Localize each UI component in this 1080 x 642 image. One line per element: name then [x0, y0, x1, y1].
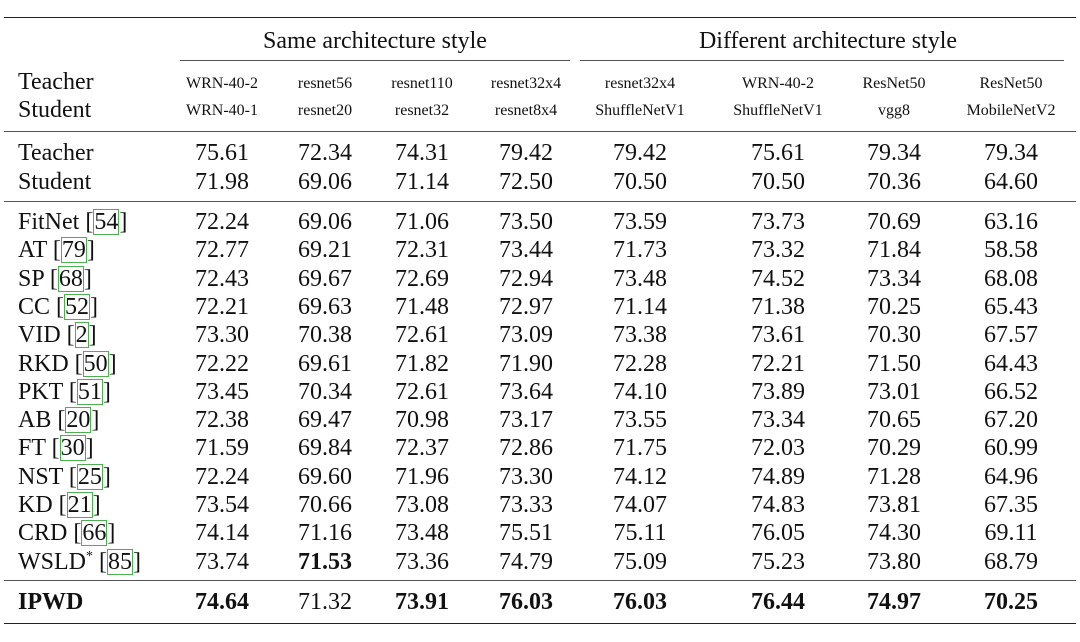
method-cell: 72.28 — [613, 351, 667, 377]
method-cell: 70.29 — [867, 435, 921, 461]
method-cell: 70.30 — [867, 322, 921, 348]
method-row-label: CC [52] — [18, 294, 99, 320]
different-architecture-header: Different architecture style — [698, 28, 958, 54]
method-name: PKT — [18, 379, 63, 405]
method-cell: 73.09 — [499, 322, 553, 348]
method-cell: 72.43 — [195, 266, 249, 292]
method-row-label: NST [25] — [18, 464, 111, 490]
method-cell: 73.01 — [867, 379, 921, 405]
ipwd-cell: 76.03 — [499, 589, 553, 615]
baseline-rule — [4, 201, 1076, 202]
method-cell: 74.83 — [751, 492, 805, 518]
citation-link[interactable]: 54 — [94, 209, 119, 235]
method-cell: 69.63 — [298, 294, 352, 320]
method-cell: 73.55 — [613, 407, 667, 433]
method-cell: 74.79 — [499, 549, 553, 575]
student-arch-name: ShuffleNetV1 — [733, 102, 823, 119]
citation-link[interactable]: 30 — [60, 435, 85, 461]
student-header-label: Student — [18, 97, 92, 123]
student-arch-name: vgg8 — [878, 102, 910, 119]
method-cell: 70.25 — [867, 294, 921, 320]
method-cell: 72.22 — [195, 351, 249, 377]
method-cell: 71.96 — [395, 464, 449, 490]
method-cell: 73.74 — [195, 549, 249, 575]
method-cell: 71.06 — [395, 209, 449, 235]
method-cell: 70.66 — [298, 492, 352, 518]
method-row-label: SP [68] — [18, 266, 92, 292]
ipwd-cell: 74.97 — [867, 589, 921, 615]
method-cell: 73.32 — [751, 237, 805, 263]
baseline-cell: 71.14 — [395, 169, 449, 195]
method-cell: 71.48 — [395, 294, 449, 320]
method-cell: 71.28 — [867, 464, 921, 490]
ipwd-cell: 73.91 — [395, 589, 449, 615]
citation-link[interactable]: 21 — [67, 492, 92, 518]
baseline-cell: 69.06 — [298, 169, 352, 195]
method-cell: 66.52 — [984, 379, 1038, 405]
method-cell: 74.89 — [751, 464, 805, 490]
teacher-arch-name: resnet110 — [391, 75, 453, 92]
method-cell: 73.81 — [867, 492, 921, 518]
method-cell: 71.90 — [499, 351, 553, 377]
method-row-label: AB [20] — [18, 407, 100, 433]
baseline-cell: 70.50 — [613, 169, 667, 195]
method-cell: 75.11 — [613, 520, 667, 546]
method-cell: 73.64 — [499, 379, 553, 405]
method-cell: 73.48 — [395, 520, 449, 546]
method-cell: 73.61 — [751, 322, 805, 348]
ipwd-cell: 76.44 — [751, 589, 805, 615]
teacher-arch-name: resnet56 — [297, 75, 353, 92]
method-row-label: CRD [66] — [18, 520, 116, 546]
method-cell: 72.31 — [395, 237, 449, 263]
method-cell: 69.06 — [298, 209, 352, 235]
method-cell: 72.86 — [499, 435, 553, 461]
method-cell: 74.52 — [751, 266, 805, 292]
method-cell: 73.44 — [499, 237, 553, 263]
method-cell: 64.96 — [984, 464, 1038, 490]
baseline-cell: 70.50 — [751, 169, 805, 195]
method-cell: 73.30 — [195, 322, 249, 348]
method-cell: 73.50 — [499, 209, 553, 235]
method-row-label: KD [21] — [18, 492, 101, 518]
method-name: FT — [18, 435, 46, 461]
teacher-arch-name: ResNet50 — [979, 75, 1043, 92]
baseline-row-label: Student — [18, 169, 92, 195]
method-row-label: RKD [50] — [18, 351, 117, 377]
method-row-label: AT [79] — [18, 237, 95, 263]
baseline-cell: 72.34 — [298, 140, 352, 166]
method-name: CRD — [18, 520, 68, 546]
method-cell: 71.75 — [613, 435, 667, 461]
citation-link[interactable]: 51 — [77, 379, 102, 405]
method-cell: 73.59 — [613, 209, 667, 235]
teacher-arch-name: WRN-40-2 — [186, 75, 258, 92]
methods-rule — [4, 580, 1076, 581]
baseline-cell: 71.98 — [195, 169, 249, 195]
method-cell: 72.24 — [195, 209, 249, 235]
method-name: WSLD — [18, 549, 86, 575]
method-cell: 71.59 — [195, 435, 249, 461]
student-arch-name: ShuffleNetV1 — [595, 102, 685, 119]
method-cell: 67.20 — [984, 407, 1038, 433]
same-architecture-header: Same architecture style — [263, 28, 487, 54]
citation-link[interactable]: 2 — [75, 322, 88, 348]
method-name: NST — [18, 464, 63, 490]
baseline-cell: 64.60 — [984, 169, 1038, 195]
method-cell: 63.16 — [984, 209, 1038, 235]
method-row-label: VID [2] — [18, 322, 97, 348]
method-cell: 72.21 — [195, 294, 249, 320]
method-cell: 73.34 — [751, 407, 805, 433]
method-cell: 74.14 — [195, 520, 249, 546]
method-cell: 71.16 — [298, 520, 352, 546]
method-cell: 65.43 — [984, 294, 1038, 320]
method-cell: 69.47 — [298, 407, 352, 433]
method-name: VID — [18, 322, 61, 348]
method-cell: 73.08 — [395, 492, 449, 518]
ipwd-cell: 76.03 — [613, 589, 667, 615]
method-cell: 72.61 — [395, 322, 449, 348]
baseline-cell: 74.31 — [395, 140, 449, 166]
method-cell: 69.60 — [298, 464, 352, 490]
method-row-label: FT [30] — [18, 435, 94, 461]
teacher-arch-name: WRN-40-2 — [742, 75, 814, 92]
method-cell: 72.94 — [499, 266, 553, 292]
citation-link[interactable]: 52 — [65, 294, 90, 320]
teacher-arch-name: ResNet50 — [862, 75, 926, 92]
method-row-label: FitNet [54] — [18, 209, 128, 235]
method-cell: 72.37 — [395, 435, 449, 461]
method-cell: 72.03 — [751, 435, 805, 461]
bottom-rule — [4, 623, 1076, 624]
method-cell: 73.89 — [751, 379, 805, 405]
method-name: AT — [18, 237, 47, 263]
method-cell: 74.30 — [867, 520, 921, 546]
baseline-cell: 72.50 — [499, 169, 553, 195]
top-rule — [4, 17, 1076, 18]
method-cell: 73.17 — [499, 407, 553, 433]
method-cell: 73.54 — [195, 492, 249, 518]
student-arch-name: MobileNetV2 — [966, 102, 1056, 119]
method-cell: 70.38 — [298, 322, 352, 348]
student-arch-name: resnet8x4 — [494, 102, 558, 119]
baseline-cell: 70.36 — [867, 169, 921, 195]
method-cell: 74.10 — [613, 379, 667, 405]
method-name: KD — [18, 492, 53, 518]
method-cell: 71.53 — [298, 549, 352, 575]
method-cell: 71.84 — [867, 237, 921, 263]
teacher-arch-name: resnet32x4 — [604, 75, 676, 92]
method-cell: 69.67 — [298, 266, 352, 292]
ipwd-cell: 71.32 — [298, 589, 352, 615]
method-cell: 75.51 — [499, 520, 553, 546]
method-cell: 75.09 — [613, 549, 667, 575]
method-superscript: * — [86, 549, 93, 564]
method-cell: 75.23 — [751, 549, 805, 575]
method-cell: 71.73 — [613, 237, 667, 263]
citation-link[interactable]: 85 — [108, 549, 132, 575]
method-cell: 69.84 — [298, 435, 352, 461]
ipwd-cell: 70.25 — [984, 589, 1038, 615]
method-cell: 73.33 — [499, 492, 553, 518]
teacher-arch-name: resnet32x4 — [490, 75, 562, 92]
method-name: FitNet — [18, 209, 80, 235]
method-cell: 68.79 — [984, 549, 1038, 575]
method-cell: 72.38 — [195, 407, 249, 433]
method-cell: 72.77 — [195, 237, 249, 263]
method-cell: 58.58 — [984, 237, 1038, 263]
method-cell: 70.98 — [395, 407, 449, 433]
method-cell: 74.12 — [613, 464, 667, 490]
method-cell: 73.80 — [867, 549, 921, 575]
student-arch-name: resnet20 — [297, 102, 353, 119]
method-cell: 64.43 — [984, 351, 1038, 377]
different-group-underline — [580, 60, 1064, 61]
method-cell: 71.82 — [395, 351, 449, 377]
baseline-cell: 75.61 — [195, 140, 249, 166]
method-name: RKD — [18, 351, 69, 377]
citation-link[interactable]: 25 — [77, 464, 102, 490]
method-row-label: WSLD* [85] — [18, 549, 141, 575]
method-cell: 73.48 — [613, 266, 667, 292]
baseline-row-label: Teacher — [18, 140, 94, 166]
method-cell: 74.07 — [613, 492, 667, 518]
citation-link[interactable]: 79 — [61, 237, 86, 263]
method-cell: 73.36 — [395, 549, 449, 575]
method-cell: 70.34 — [298, 379, 352, 405]
method-cell: 72.97 — [499, 294, 553, 320]
method-cell: 69.61 — [298, 351, 352, 377]
student-arch-name: resnet32 — [394, 102, 450, 119]
method-cell: 67.35 — [984, 492, 1038, 518]
method-cell: 71.38 — [751, 294, 805, 320]
method-cell: 73.34 — [867, 266, 921, 292]
method-cell: 73.73 — [751, 209, 805, 235]
method-cell: 69.21 — [298, 237, 352, 263]
method-cell: 70.69 — [867, 209, 921, 235]
teacher-header-label: Teacher — [18, 69, 94, 95]
method-cell: 76.05 — [751, 520, 805, 546]
method-row-label: PKT [51] — [18, 379, 111, 405]
method-cell: 72.21 — [751, 351, 805, 377]
citation-link[interactable]: 20 — [66, 407, 91, 433]
method-cell: 73.45 — [195, 379, 249, 405]
same-group-underline — [180, 60, 570, 61]
method-name: CC — [18, 294, 51, 320]
baseline-cell: 79.34 — [867, 140, 921, 166]
citation-link[interactable]: 68 — [58, 266, 83, 292]
ipwd-label: IPWD — [18, 589, 84, 615]
method-cell: 69.11 — [984, 520, 1038, 546]
baseline-cell: 75.61 — [751, 140, 805, 166]
ipwd-cell: 74.64 — [195, 589, 249, 615]
method-cell: 73.38 — [613, 322, 667, 348]
method-cell: 72.69 — [395, 266, 449, 292]
baseline-cell: 79.34 — [984, 140, 1038, 166]
method-cell: 72.61 — [395, 379, 449, 405]
method-name: SP — [18, 266, 44, 292]
baseline-cell: 79.42 — [613, 140, 667, 166]
method-cell: 67.57 — [984, 322, 1038, 348]
method-cell: 73.30 — [499, 464, 553, 490]
method-cell: 68.08 — [984, 266, 1038, 292]
method-cell: 70.65 — [867, 407, 921, 433]
citation-link[interactable]: 66 — [82, 520, 107, 546]
method-cell: 72.24 — [195, 464, 249, 490]
baseline-cell: 79.42 — [499, 140, 553, 166]
method-name: AB — [18, 407, 52, 433]
citation-link[interactable]: 50 — [83, 351, 108, 377]
method-cell: 71.14 — [613, 294, 667, 320]
header-rule — [4, 131, 1076, 132]
student-arch-name: WRN-40-1 — [186, 102, 258, 119]
method-cell: 60.99 — [984, 435, 1038, 461]
method-cell: 71.50 — [867, 351, 921, 377]
